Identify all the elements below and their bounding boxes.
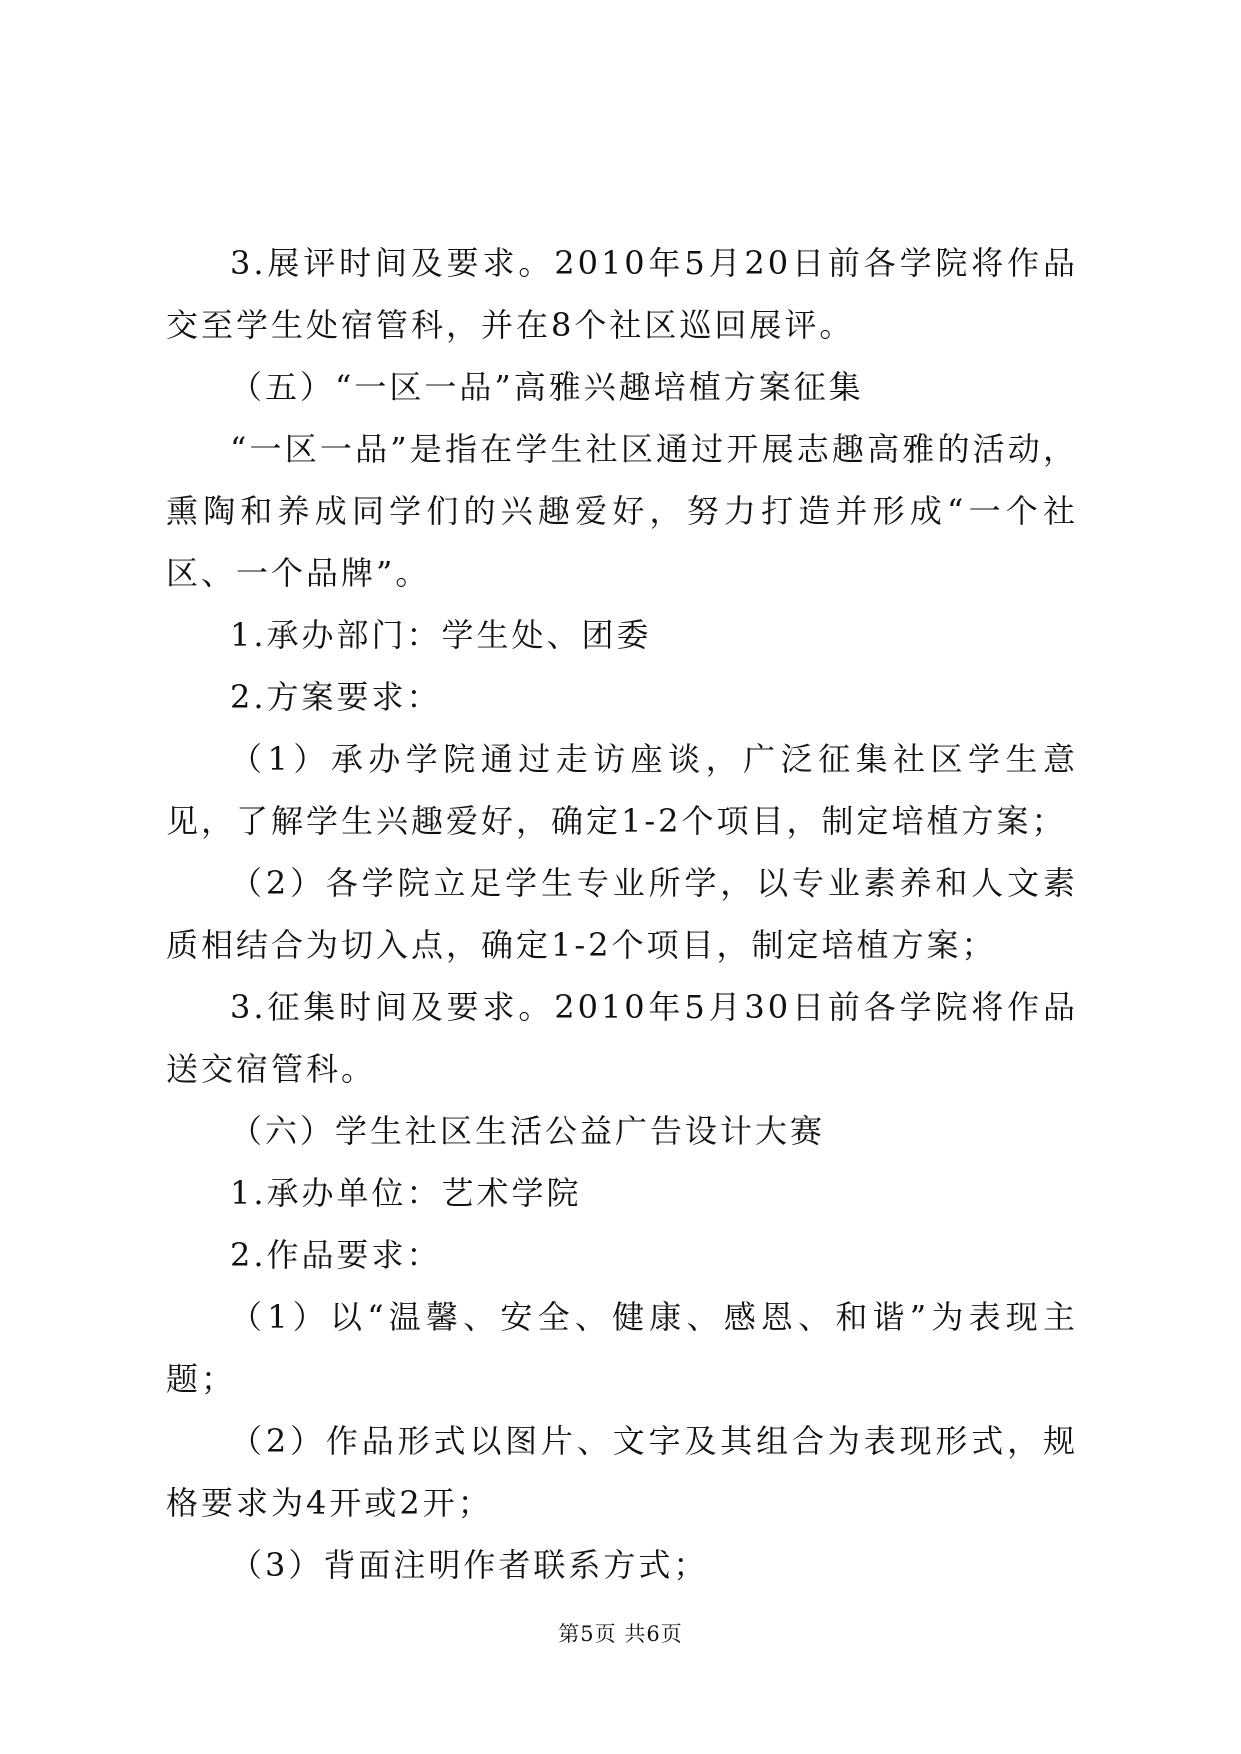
paragraph-work-req-2: （2）作品形式以图片、文字及其组合为表现形式，规格要求为4开或2开； (166, 1422, 1078, 1522)
section-heading-5: （五）“一区一品”高雅兴趣培植方案征集 (230, 368, 864, 406)
section-heading-6: （六）学生社区生活公益广告设计大赛 (230, 1112, 826, 1150)
paragraph-work-req-3: （3）背面注明作者联系方式； (230, 1546, 709, 1584)
document-body (166, 232, 1078, 1596)
paragraph-work-req-1: （1）以“温馨、安全、健康、感恩、和谐”为表现主题； (166, 1298, 1078, 1398)
paragraph-exhibition-time: 3.展评时间及要求。2010年5月20日前各学院将作品交至学生处宿管科，并在8个社区巡回展评。 (166, 244, 1078, 344)
paragraph-plan-req-2: （2）各学院立足学生专业所学，以专业素养和人文素质相结合为切入点，确定1-2个项目，制定培植方案； (166, 864, 1078, 964)
paragraph-collection-time: 3.征集时间及要求。2010年5月30日前各学院将作品送交宿管科。 (166, 988, 1078, 1088)
paragraph-organizer-unit: 1.承办单位：艺术学院 (230, 1174, 582, 1212)
paragraph-work-requirements: 2.作品要求： (230, 1236, 442, 1274)
page-number-footer: 第5页 共6页 (558, 1622, 683, 1646)
paragraph-plan-req-1: （1）承办学院通过走访座谈，广泛征集社区学生意见，了解学生兴趣爱好，确定1-2个项目，制定培植方案； (166, 740, 1078, 840)
paragraph-plan-requirements: 2.方案要求： (230, 678, 442, 716)
paragraph-one-district-one-brand: “一区一品”是指在学生社区通过开展志趣高雅的活动，熏陶和养成同学们的兴趣爱好，努力打造并形成“一个社区、一个品牌”。 (166, 430, 1078, 592)
paragraph-organizer-dept: 1.承办部门：学生处、团委 (230, 616, 652, 654)
